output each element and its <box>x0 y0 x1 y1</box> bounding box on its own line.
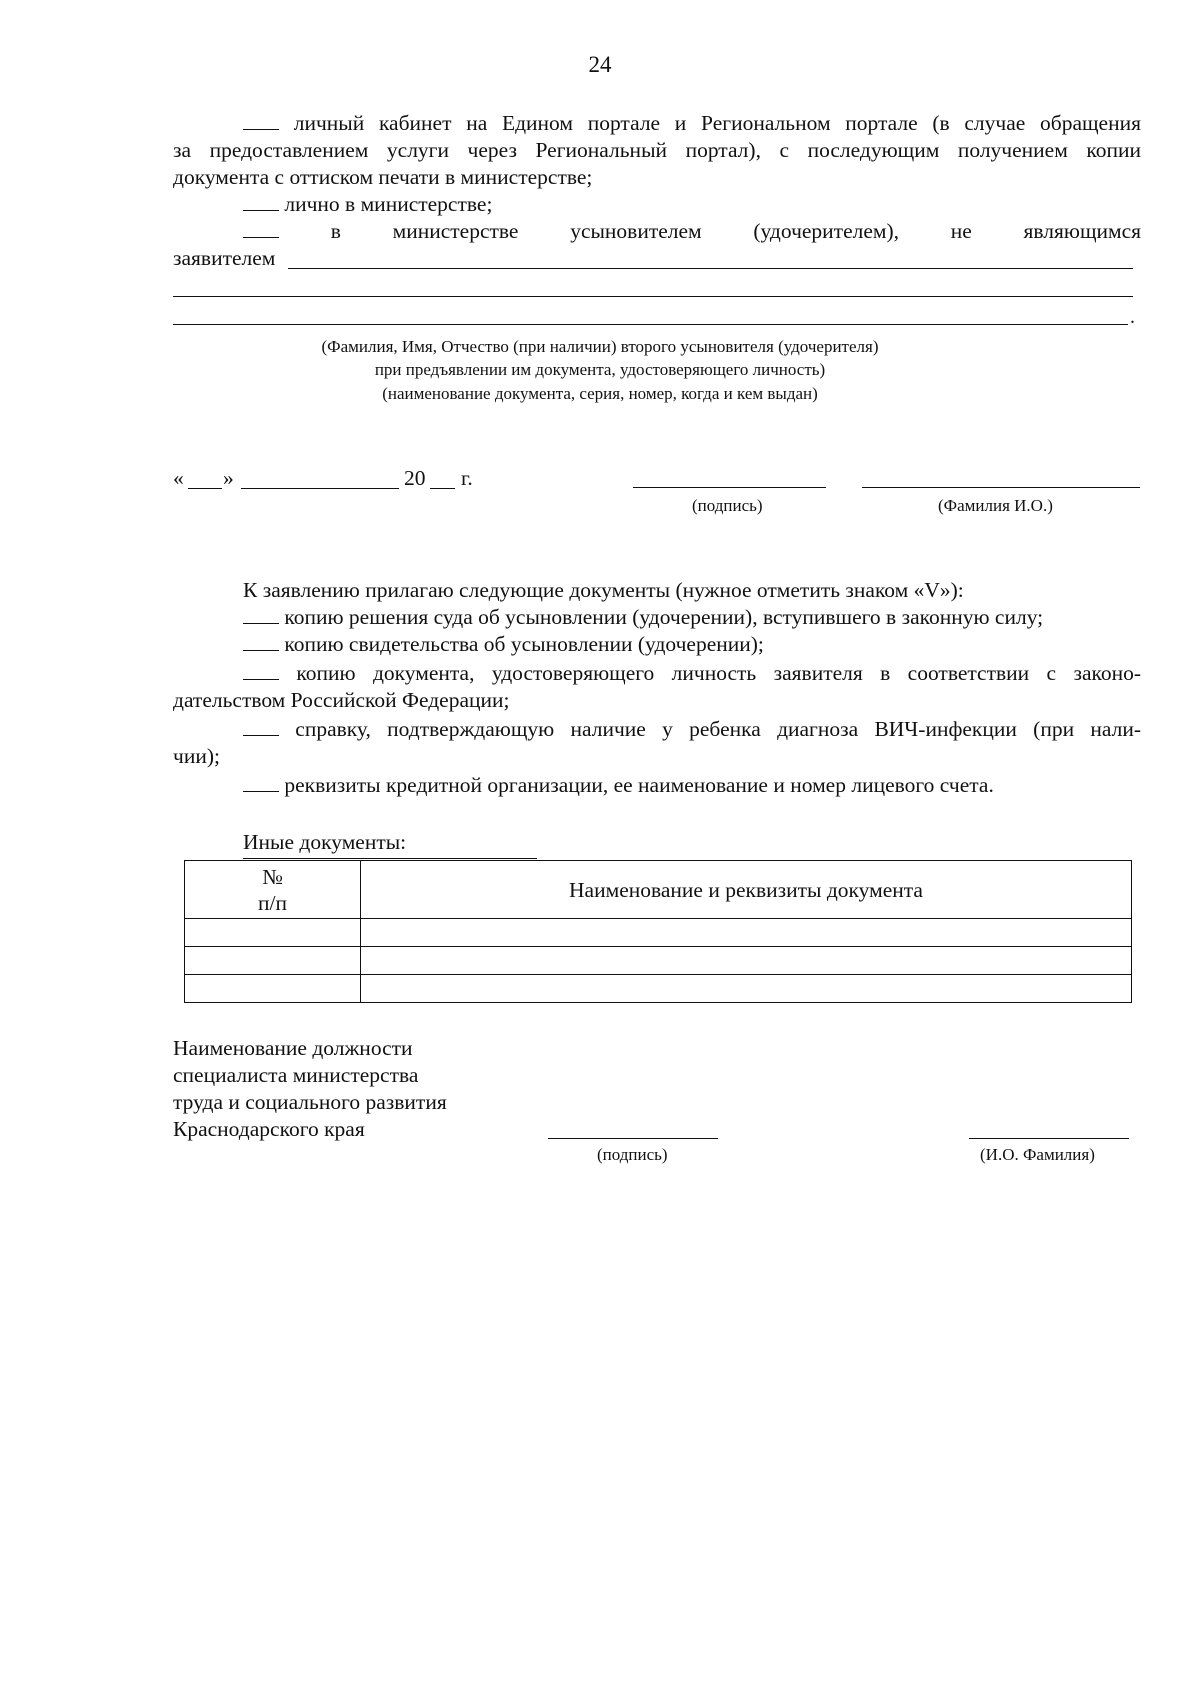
specialist-position-line2: специалиста министерства <box>173 1063 419 1087</box>
table-cell[interactable] <box>185 975 361 1003</box>
attachment-item: копию документа, удостоверяющего личность заявителя в соответствии с законо- <box>173 661 1141 686</box>
table-row[interactable] <box>185 975 1132 1003</box>
option-personal-cabinet: личный кабинет на Едином портале и Региональном портале (в случае обращения <box>173 111 1141 136</box>
checkbox-blank[interactable] <box>243 633 279 651</box>
date-year-prefix: 20 <box>404 466 426 490</box>
adopter-caption-line2: при предъявлении им документа, удостоверяющего личность) <box>374 360 826 379</box>
adopter-name-field-line3[interactable] <box>173 324 1128 325</box>
other-docs-label: Иные документы: <box>243 830 407 854</box>
signature-caption: (подпись) <box>692 496 763 515</box>
specialist-name-field[interactable] <box>969 1138 1129 1139</box>
date-quote-close: » <box>223 466 234 490</box>
table-header-row <box>185 861 1132 919</box>
table-cell[interactable] <box>185 919 361 947</box>
col-number-header: № п/п <box>185 861 361 919</box>
adopter-caption-line1: (Фамилия, Имя, Отчество (при наличии) второго усыновителя (удочерителя) <box>321 337 879 356</box>
option-personal-cabinet-cont2: документа с оттиском печати в министерстве; <box>173 165 593 189</box>
other-docs-underline <box>243 858 537 859</box>
specialist-signature-caption: (подпись) <box>597 1145 668 1164</box>
specialist-name-caption: (И.О. Фамилия) <box>980 1145 1095 1164</box>
table-cell[interactable] <box>185 947 361 975</box>
table-row[interactable] <box>185 947 1132 975</box>
specialist-position-line3: труда и социального развития <box>173 1090 447 1114</box>
period-mark: . <box>1130 306 1135 328</box>
attachment-item: справку, подтверждающую наличие у ребенка диагноза ВИЧ-инфекции (при нали- <box>173 717 1141 742</box>
checkbox-blank[interactable] <box>243 718 279 736</box>
checkbox-blank[interactable] <box>243 112 279 130</box>
name-caption: (Фамилия И.О.) <box>938 496 1053 515</box>
specialist-signature-field[interactable] <box>548 1138 718 1139</box>
page-number: 24 <box>588 52 612 77</box>
attachment-item: копию решения суда об усыновлении (удочерении), вступившего в законную силу; <box>173 605 1200 630</box>
table-row[interactable] <box>185 919 1132 947</box>
adopter-label: заявителем <box>173 246 276 270</box>
attachment-item: реквизиты кредитной организации, ее наименование и номер лицевого счета. <box>173 773 1200 798</box>
checkbox-blank[interactable] <box>243 220 279 238</box>
signature-field[interactable] <box>633 487 826 488</box>
specialist-position-line1: Наименование должности <box>173 1036 413 1060</box>
date-month-field[interactable] <box>241 488 399 489</box>
table-cell[interactable] <box>361 947 1132 975</box>
other-docs-table <box>184 860 1132 1003</box>
checkbox-blank[interactable] <box>243 606 279 624</box>
adopter-caption-line3: (наименование документа, серия, номер, когда и кем выдан) <box>382 384 818 403</box>
name-field[interactable] <box>862 487 1140 488</box>
date-day-field[interactable] <box>188 488 222 489</box>
specialist-position-line4: Краснодарского края <box>173 1117 365 1141</box>
date-quote-open: « <box>173 466 184 490</box>
checkbox-blank[interactable] <box>243 774 279 792</box>
attachment-item-cont: дательством Российской Федерации; <box>173 688 510 712</box>
table-cell[interactable] <box>361 919 1132 947</box>
table-cell[interactable] <box>361 975 1132 1003</box>
checkbox-blank[interactable] <box>243 193 279 211</box>
date-year-field[interactable] <box>430 488 455 489</box>
checkbox-blank[interactable] <box>243 662 279 680</box>
option-second-adopter: в министерстве усыновителем (удочерителем), не являющимся <box>173 219 1141 244</box>
col-name-header: Наименование и реквизиты документа <box>361 861 1132 919</box>
adopter-name-field[interactable] <box>288 268 1133 269</box>
option-personal-cabinet-cont: за предоставлением услуги через Региональный портал), с последующим получением копии <box>173 138 1141 162</box>
attachment-item: копию свидетельства об усыновлении (удочерении); <box>173 632 1200 657</box>
attachment-item-cont: чии); <box>173 744 220 768</box>
date-year-suffix: г. <box>461 466 473 490</box>
adopter-name-field-line2[interactable] <box>173 296 1133 297</box>
option-in-person: лично в министерстве; <box>173 192 1141 217</box>
attachments-intro: К заявлению прилагаю следующие документы (нужное отметить знаком «V»): <box>243 578 964 602</box>
